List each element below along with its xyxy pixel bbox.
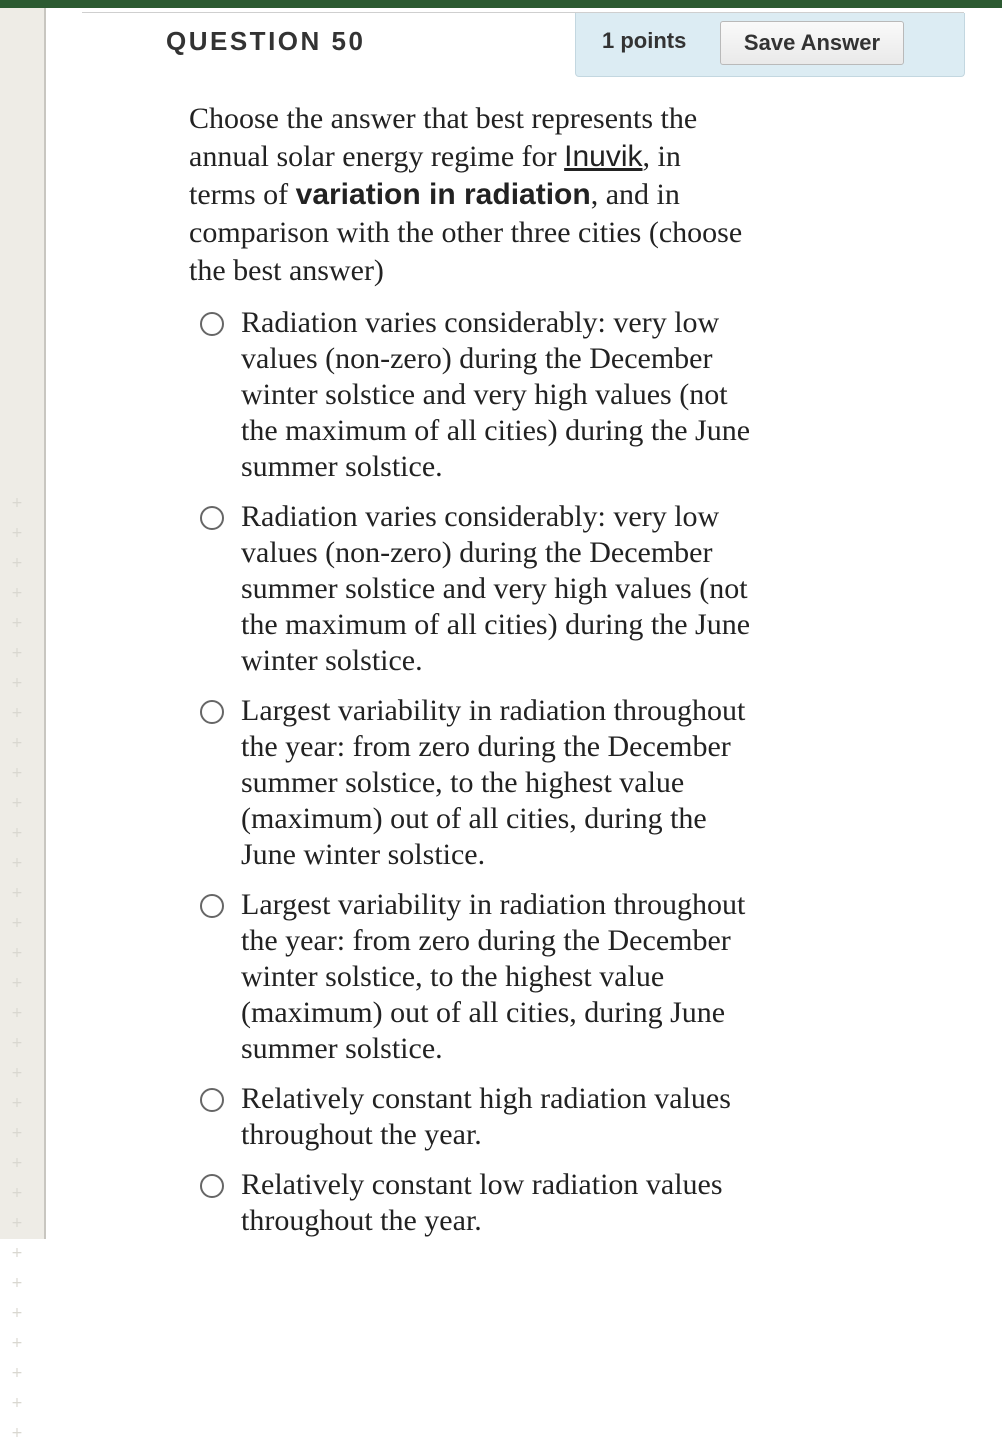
rail-pattern: + + + + + + + + + + + + + + + + + + + + + + + + + + + + + + + + (11, 495, 33, 1441)
prompt-text-3: , and in comparison with the other three cities (choose the best answer) (189, 178, 743, 287)
question-prompt (189, 100, 749, 290)
left-rail (0, 8, 46, 1441)
question-title: QUESTION 50 (166, 26, 366, 56)
radio-button[interactable] (200, 506, 224, 530)
answer-option-text: Largest variability in radiation throughout the year: from zero during the December summer solstice, to the highest value (maximum) out of all cities, during the June winter solstice. (241, 694, 746, 871)
save-answer-button[interactable]: Save Answer (720, 21, 904, 65)
answer-option-text: Relatively constant high radiation values throughout the year. (241, 1082, 731, 1151)
prompt-text-2: , in terms of (189, 140, 681, 211)
radio-button[interactable] (200, 1174, 224, 1198)
radio-button[interactable] (200, 894, 224, 918)
answer-option-text: Radiation varies considerably: very low values (non-zero) during the December winter solstice and very high values (not the maximum of all cities) during the June summer solstice. (241, 306, 751, 483)
answer-option-text: Relatively constant low radiation values throughout the year. (241, 1168, 723, 1237)
top-bar (0, 0, 1002, 8)
answer-option-text: Largest variability in radiation throughout the year: from zero during the December winter solstice, to the highest value (maximum) out of all cities, during June summer solstice. (241, 888, 746, 1065)
points-label: 1 points (602, 28, 687, 53)
radio-button[interactable] (200, 700, 224, 724)
points-panel (575, 13, 965, 77)
prompt-text-1: Choose the answer that best represents the annual solar energy regime for (189, 102, 698, 173)
city-name: Inuvik (564, 140, 643, 173)
radio-button[interactable] (200, 1088, 224, 1112)
answer-option-text: Radiation varies considerably: very low values (non-zero) during the December summer solstice and very high values (not the maximum of all cities) during the June winter solstice. (241, 500, 751, 677)
radio-button[interactable] (200, 312, 224, 336)
prompt-emphasis: variation in radiation (295, 178, 591, 211)
